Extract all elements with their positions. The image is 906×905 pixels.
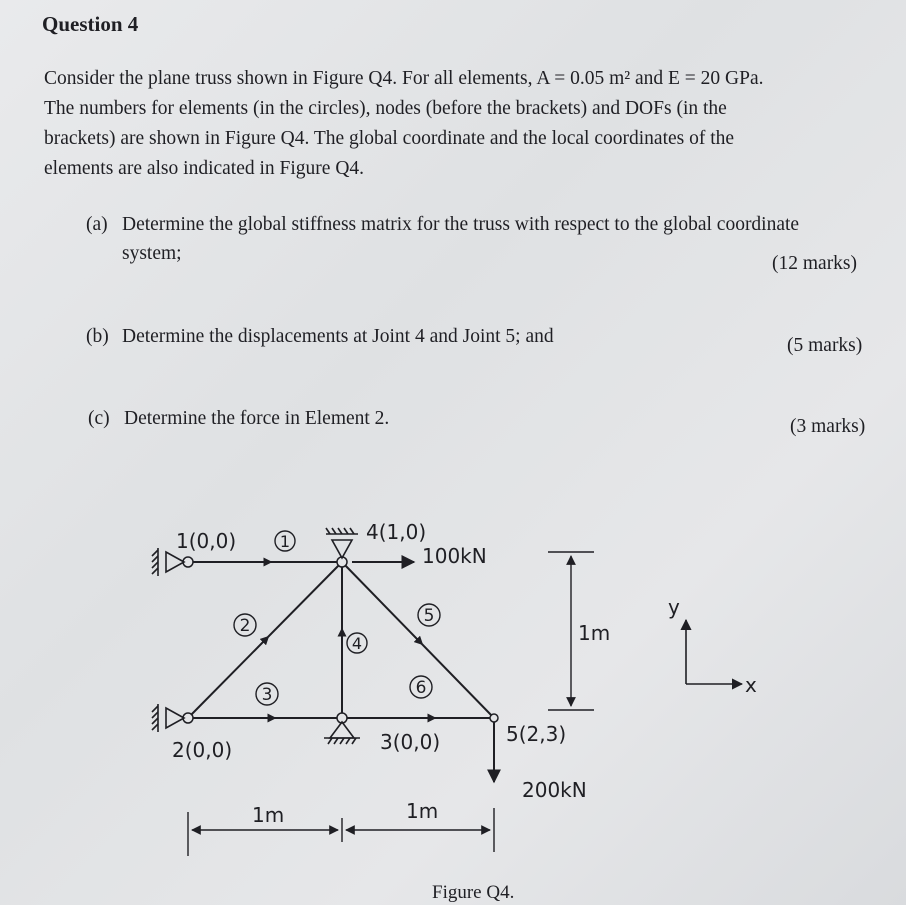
pin-support-2 bbox=[152, 704, 184, 732]
axis-label-y: y bbox=[668, 595, 680, 619]
axis-label-x: x bbox=[745, 673, 757, 697]
node-label-1: 1(0,0) bbox=[176, 529, 237, 553]
load-label-100kn: 100kN bbox=[422, 544, 487, 568]
dimension-label-vertical: 1m bbox=[578, 621, 611, 645]
pin-support-3 bbox=[324, 722, 360, 744]
element-label-1: 1 bbox=[279, 532, 291, 551]
part-a-marks: (12 marks) bbox=[772, 253, 858, 274]
part-a-label: (a) bbox=[86, 214, 108, 235]
intro-line-1: Consider the plane truss shown in Figure Q4. For all elements, A = 0.05 m² and E = 20 GPa. bbox=[44, 68, 764, 89]
dimension-label-right: 1m bbox=[406, 799, 439, 823]
question-title: Question 4 bbox=[42, 12, 139, 36]
joint-5 bbox=[490, 714, 498, 722]
node-label-2: 2(0,0) bbox=[172, 738, 233, 762]
intro-line-4: elements are also indicated in Figure Q4. bbox=[44, 158, 365, 179]
element-label-4: 4 bbox=[351, 634, 363, 653]
element-label-6: 6 bbox=[415, 678, 427, 698]
figure-caption: Figure Q4. bbox=[432, 882, 515, 903]
node-label-5: 5(2,3) bbox=[506, 722, 567, 746]
part-b-line-1: Determine the displacements at Joint 4 and Joint 5; and bbox=[122, 326, 554, 347]
part-c-label: (c) bbox=[88, 408, 110, 429]
element-label-2: 2 bbox=[239, 616, 251, 636]
load-label-200kn: 200kN bbox=[522, 778, 587, 802]
roller-support-4 bbox=[326, 528, 358, 558]
part-b-marks: (5 marks) bbox=[787, 335, 863, 356]
dimension-label-left: 1m bbox=[252, 803, 285, 827]
horizontal-dimension bbox=[188, 808, 494, 856]
node-label-3: 3(0,0) bbox=[380, 730, 441, 754]
element-label-3: 3 bbox=[261, 685, 273, 705]
intro-line-2: The numbers for elements (in the circles), nodes (before the brackets) and DOFs (in the bbox=[44, 98, 727, 119]
global-axes bbox=[686, 620, 742, 684]
intro-line-3: brackets) are shown in Figure Q4. The global coordinate and the local coordinates of the bbox=[44, 128, 735, 149]
part-a-line-1: Determine the global stiffness matrix for the truss with respect to the global coordinate bbox=[122, 214, 800, 235]
part-b-label: (b) bbox=[86, 326, 109, 347]
part-c-marks: (3 marks) bbox=[790, 416, 866, 437]
element-label-5: 5 bbox=[423, 606, 435, 626]
part-c-line-1: Determine the force in Element 2. bbox=[124, 408, 390, 429]
part-a-line-2: system; bbox=[122, 243, 182, 264]
node-label-4: 4(1,0) bbox=[366, 520, 427, 544]
